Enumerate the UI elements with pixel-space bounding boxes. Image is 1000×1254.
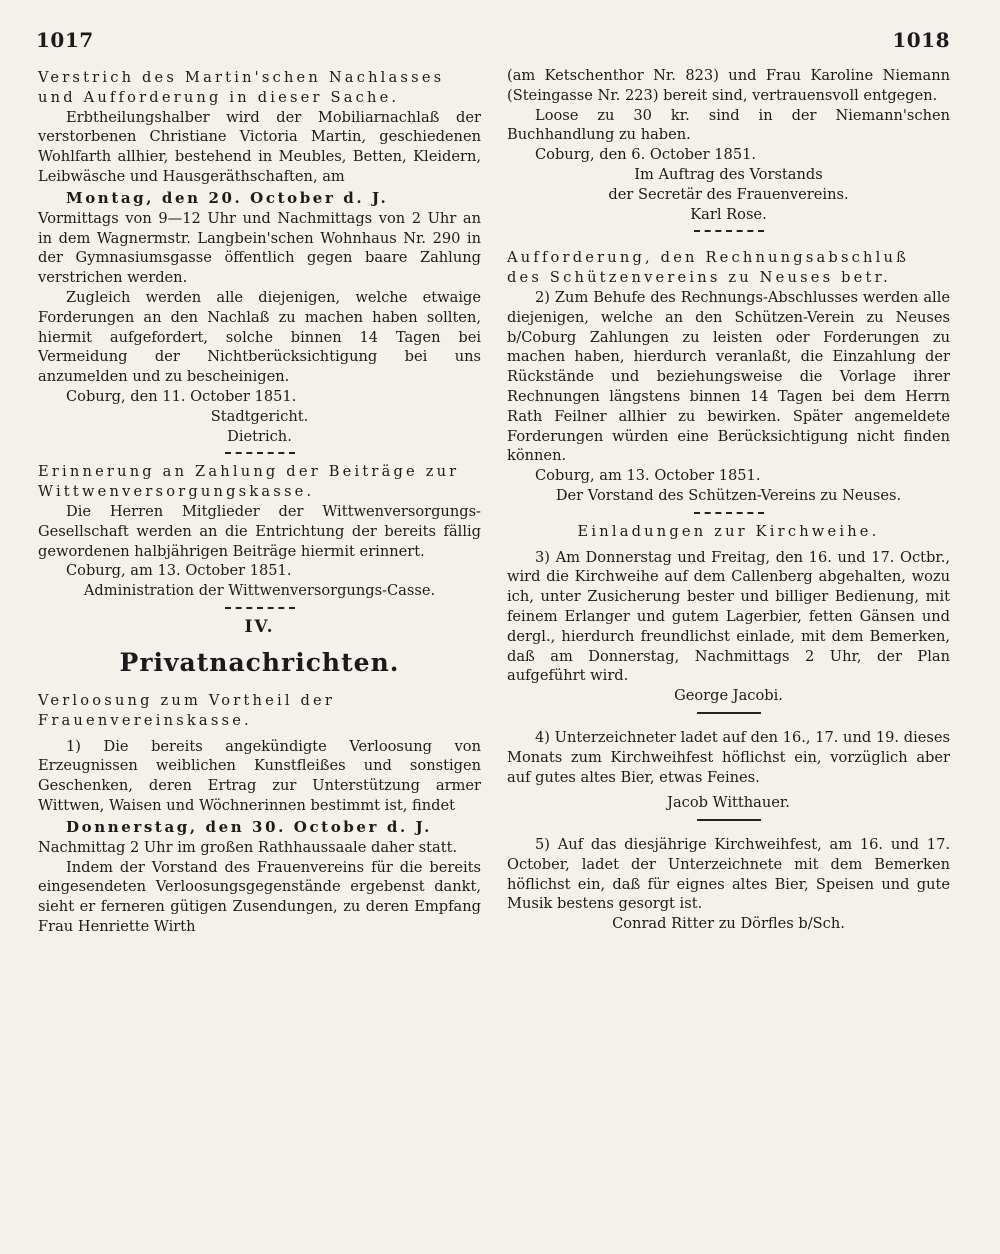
notice-paragraph: 2) Zum Behufe des Rechnungs-Abschlusses werden alle diejenigen, welche an den Schützen-Verein zu Neuses b/Coburg Zahlungen zu leisten oder Forderungen zu machen haben, hierdurch veranlaßt, die Einzahlung der Rückstände und beziehungsweise die Vorlage ihrer Rechnungen längstens binnen 14 Tagen bei dem Herrn Rath Feilner allhier zu bewirken. Später angemeldete Forderungen würden eine Berücksichtigung nicht finden können. bbox=[507, 288, 950, 465]
notice-heading: Erinnerung an Zahlung der Beiträge zur Wittwenversorgungskasse. bbox=[38, 463, 460, 501]
left-column bbox=[38, 66, 481, 1224]
notice-heading: Einladungen zur Kirchweihe. bbox=[577, 522, 880, 540]
notice-place-date: Coburg, am 13. October 1851. bbox=[66, 562, 292, 580]
notice-place-date: Coburg, den 6. October 1851. bbox=[535, 146, 757, 164]
notice-place-date: Coburg, am 13. October 1851. bbox=[535, 467, 761, 485]
notice-signature: George Jacobi. bbox=[674, 687, 783, 705]
separator-rule bbox=[697, 712, 761, 714]
notice-signature: Stadtgericht. bbox=[210, 407, 309, 425]
separator-rule bbox=[694, 512, 764, 514]
separator-rule bbox=[225, 607, 295, 609]
notice-paragraph: 1) Die bereits angekündigte Verloosung von Erzeugnissen weiblichen Kunstfleißes und sonstigen Geschenken, deren Ertrag zur Unterstützung armer Wittwen, Waisen und Wöchnerinnen bestimmt ist, findet bbox=[38, 737, 481, 814]
notice-paragraph: Nachmittag 2 Uhr im großen Rathhaussaale daher statt. bbox=[38, 838, 458, 856]
notice-heading: Aufforderung, den Rechnungsabschluß des Schützenvereins zu Neuses betr. bbox=[507, 249, 910, 287]
notice-signature: Im Auftrag des Vorstands bbox=[634, 165, 823, 183]
notice-paragraph: Die Herren Mitglieder der Wittwenversorgungs-Gesellschaft werden an die Entrichtung der bereits fällig gewordenen halbjährigen Beiträge hiermit erinnert. bbox=[38, 502, 481, 560]
separator-rule bbox=[694, 230, 764, 232]
page-number-right: 1018 bbox=[892, 28, 950, 52]
notice-heading: Verstrich des Martin'schen Nachlasses und Aufforderung in dieser Sache. bbox=[38, 69, 445, 106]
notice-signature: Jacob Witthauer. bbox=[667, 794, 790, 812]
notice-signature: Der Vorstand des Schützen-Vereins zu Neuses. bbox=[555, 486, 902, 504]
notice-place-date: Coburg, den 11. October 1851. bbox=[66, 387, 297, 405]
section-title: Privatnachrichten. bbox=[119, 647, 400, 677]
notice-paragraph: Erbtheilungshalber wird der Mobiliarnachlaß der verstorbenen Christiane Victoria Martin, geschiedenen Wohlfarth allhier, bestehend in Meubles, Betten, Kleidern, Leibwäsche und Hausgeräthschaften, am bbox=[38, 108, 481, 185]
notice-signature: Dietrich. bbox=[227, 427, 292, 445]
section-numeral: IV. bbox=[244, 616, 275, 637]
notice-date-line: Donnerstag, den 30. October d. J. bbox=[66, 817, 432, 836]
notice-signature: Administration der Wittwenversorgungs-Casse. bbox=[83, 582, 436, 600]
notice-signature: der Secretär des Frauenvereins. bbox=[608, 185, 849, 203]
notice-paragraph: (am Ketschenthor Nr. 823) und Frau Karoline Niemann (Steingasse Nr. 223) bereit sind, vertrauensvoll entgegen. bbox=[507, 67, 950, 104]
notice-heading: Verloosung zum Vortheil der Frauenvereinskasse. bbox=[38, 691, 336, 729]
notice-signature: Conrad Ritter zu Dörfles b/Sch. bbox=[612, 915, 845, 933]
notice-paragraph: Indem der Vorstand des Frauenvereins für die bereits eingesendeten Verloosungsgegenstände ergebenst dankt, sieht er ferneren gütigen Zusendungen, zu deren Empfang Frau Henriette Wirth bbox=[38, 858, 481, 935]
notice-paragraph: Loose zu 30 kr. sind in der Niemann'schen Buchhandlung zu haben. bbox=[507, 106, 950, 144]
notice-paragraph: Vormittags von 9—12 Uhr und Nachmittags von 2 Uhr an in dem Wagnermstr. Langbein'schen Wohnhaus Nr. 290 in der Gymnasiumsgasse öffentlich gegen baare Zahlung verstrichen werden. bbox=[38, 209, 481, 287]
separator-rule bbox=[225, 452, 295, 454]
notice-signature: Karl Rose. bbox=[690, 205, 767, 223]
right-column bbox=[507, 66, 950, 1224]
notice-paragraph: Zugleich werden alle diejenigen, welche etwaige Forderungen an den Nachlaß zu machen haben sollten, hiermit aufgefordert, solche binnen 14 Tagen bei Vermeidung der Nichtberücksichtigung bei uns anzumelden und zu bescheinigen. bbox=[38, 288, 481, 386]
columns bbox=[38, 66, 950, 1224]
page-number-left: 1017 bbox=[36, 28, 94, 52]
notice-paragraph: 3) Am Donnerstag und Freitag, den 16. und 17. Octbr., wird die Kirchweihe auf dem Callenberg abgehalten, wozu ich, unter Zusicherung bester und billiger Bedienung, mit feinem Erlanger und gutem Lagerbier, fetten Gänsen und dergl., hierdurch freundlichst einlade, mit dem Bemerken, daß am Donnerstag, Nachmittags 2 Uhr, der Plan aufgeführt wird. bbox=[507, 548, 950, 685]
notice-paragraph: 5) Auf das diesjährige Kirchweihfest, am 16. und 17. October, ladet der Unterzeichnete mit dem Bemerken höflichst ein, daß für eignes altes Bier, Speisen und gute Musik bestens gesorgt ist. bbox=[507, 836, 950, 913]
notice-paragraph: 4) Unterzeichneter ladet auf den 16., 17. und 19. dieses Monats zum Kirchweihfest höflichst ein, vorzüglich aber auf gutes altes Bier, etwas Feines. bbox=[507, 728, 950, 786]
notice-date-line: Montag, den 20. October d. J. bbox=[66, 188, 389, 207]
separator-rule bbox=[697, 819, 761, 821]
